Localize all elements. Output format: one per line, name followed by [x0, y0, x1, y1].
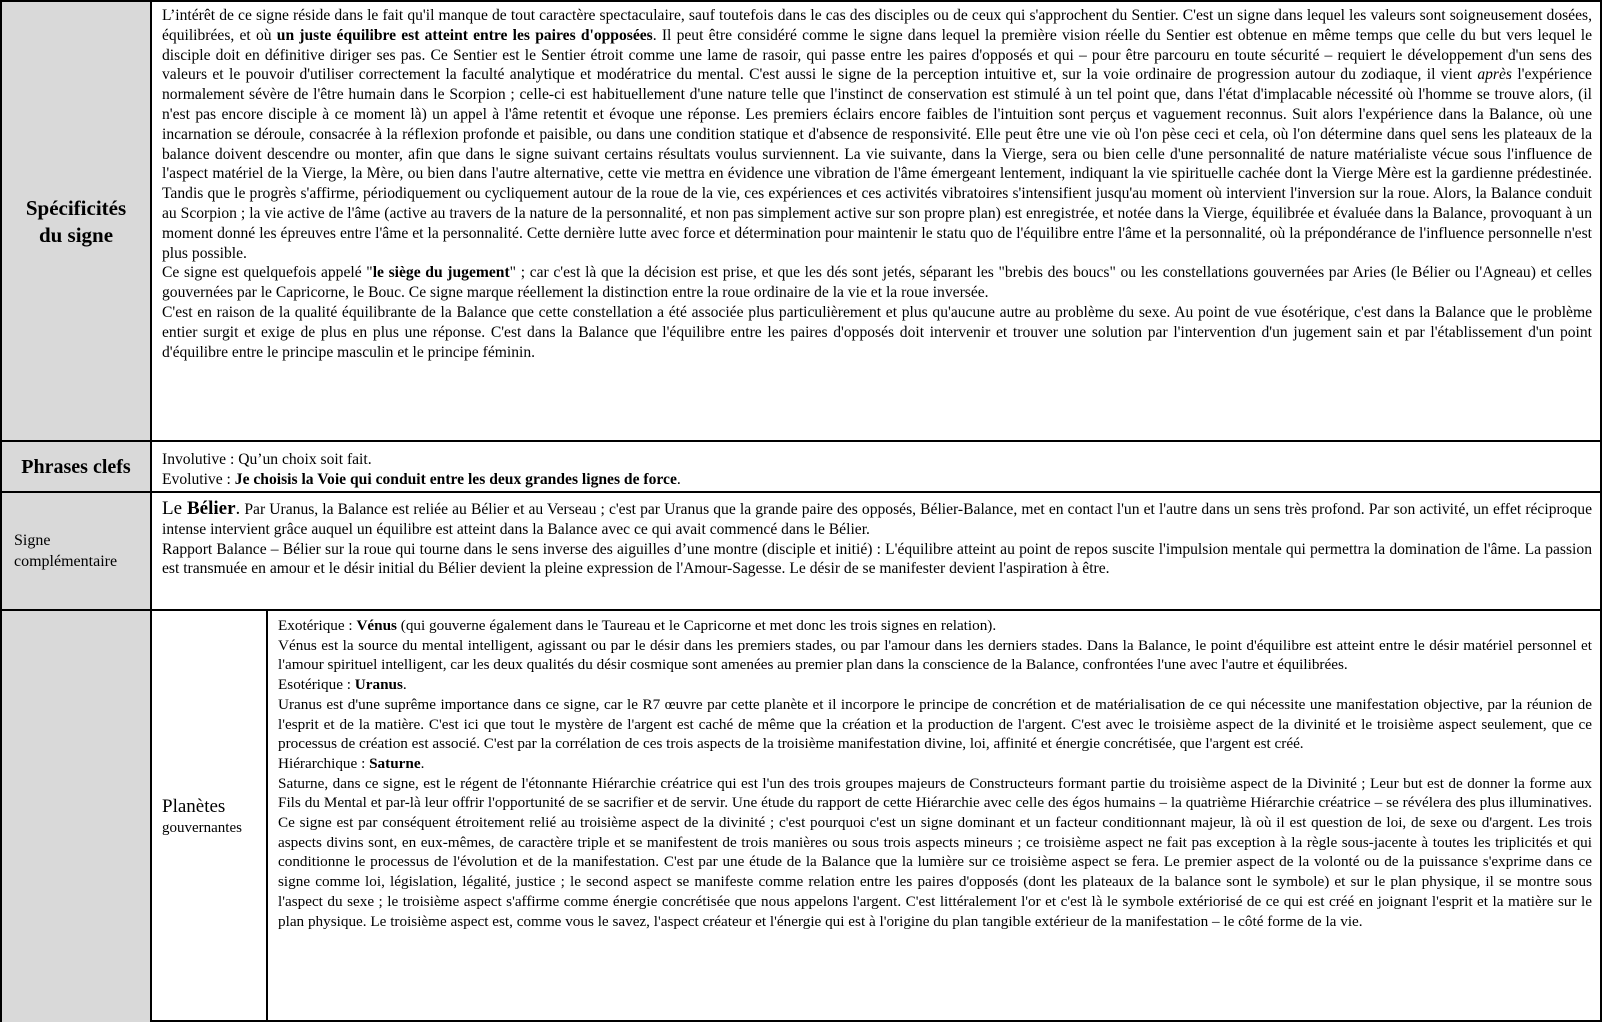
paragraph: Involutive : Qu’un choix soit fait. — [162, 451, 372, 468]
label-phrases-text: Phrases clefs — [21, 455, 131, 478]
label-planetes — [152, 611, 268, 1022]
label-planetes-text: Planètes — [162, 795, 226, 817]
planetes-content — [278, 616, 1592, 931]
paragraph: Rapport Balance – Bélier sur la roue qui tourne dans le sens inverse des aiguilles d’une montre (disciple et initié) : L'équilibre atteint au point de repos suscite l'impulsion mentale qui permettra la domination de l'âme. La passion est transmuée en amour et le désir initial du Bélier devient la pleine expression de l'Amour-Sagesse. Le désir de se manifester devient l'aspiration à être. — [162, 540, 1592, 578]
bold-text: le siège du jugement — [372, 264, 510, 282]
paragraph: Evolutive : Je choisis la Voie qui conduit entre les deux grandes lignes de force. — [162, 470, 681, 488]
label-planetes-subtext: gouvernantes — [162, 819, 242, 836]
paragraph: Le Bélier. Par Uranus, la Balance est reliée au Bélier et au Verseau ; c'est par Uranus que la grande paire des opposés, Bélier-Balance, met en contact l'un et l'autre dans un sens très profond. Par son activité, un effet réciproque intense intervient grâce auquel un équilibre est atteint dans la Balance avec ce qui avait commencé dans le Bélier. — [162, 498, 1592, 538]
paragraph: Uranus est d'une suprême importance dans ce signe, car le R7 œuvre par cette planète et il incorpore le principe de concrétion et de matérialisation de ce qui nécessite une manifestation objective, par la réunion de l'esprit et de la matière. C'est ici que tout le mystère de l'argent est caché de même que la création et la production de l'argent. C'est avec le troisième aspect de la divinité et le troisième aspect seulement, que ce processus de création est associé. C'est par la corrélation de ces trois aspects de la troisième manifestation divine, loi, affinité et énergie concrétisée, que l'argent est créé. — [278, 695, 1592, 753]
bold-text: Je choisis la Voie qui conduit entre les deux grandes lignes de force — [234, 470, 677, 488]
large-text: . — [235, 498, 241, 519]
complementaire-content — [162, 499, 1592, 579]
bold-text: Saturne — [369, 754, 421, 772]
paragraph: Esotérique : Uranus. — [278, 676, 407, 694]
label-planetes-left — [2, 611, 152, 1022]
label-specificites-text: Spécificités du signe — [25, 196, 127, 247]
italic-text: après — [1477, 66, 1512, 84]
paragraph: L’intérêt de ce signe réside dans le fait qu'il manque de tout caractère spectaculaire, sauf toutefois dans le cas des disciples ou de ceux qui s'approchent du Sentier. C'est un signe dans lequel les valeurs sont soigneusement dosées, équilibrées, et où un juste équilibre est atteint entre les paires d'opposées. Il peut être considéré comme le signe dans lequel la première vision réelle du Sentier est obtenue en même temps que celle du but vers lequel le disciple doit en définitive diriger ses pas. Ce Sentier est le Sentier étroit comme une lame de rasoir, qui passe entre les paires d'opposés et qui – pour être parcouru en toute sécurité – requiert le développement d'un sens des valeurs et le pouvoir d'utiliser correctement la faculté analytique et modératrice du mental. C'est aussi le signe de la perception intuitive et, sur la voie ordinaire de progression autour du zodiaque, il vient après l'expérience normalement sévère de l'être humain dans le Scorpion ; celle-ci est habituellement d'une nature telle que l'instinct de conservation est stimulé à un tel point que, dans l'état d'implacable nécessité où l'homme se trouve alors, (il n'est pas encore disciple à ce moment là) un appel à l'âme retentit et évoque une réponse. Les premiers éclairs encore faibles de l'intuition sont perçus et vaguement reconnus. Suit alors l'expérience dans la Balance, où une incarnation se déroule, consacrée à la réflexion profonde et paisible, ou dans une condition statique et d'absence de responsivité. Elle peut être une vie où l'on pèse ceci et cela, où l'on détermine dans quel sens les plateaux de la balance doivent descendre ou monter, afin que dans le signe suivant certains résultats voulus surviennent. La vie suivante, dans la Vierge, sera ou bien celle d'une personnalité de nature matérialiste vécue sous l'influence de l'aspect matériel de la Vierge, la Mère, ou bien dans l'autre alternative, cette vie mettra en évidence une vibration de l'âme émergeant lentement, indiquant la vie spirituelle cachée dont la Vierge Mère est la gardienne prédestinée. Tandis que le progrès s'affirme, périodiquement ou cycliquement autour de la roue de la vie, ces expériences et ces activités vibratoires s'intensifient jusqu'au moment où intervient l'inversion sur la roue. Alors, la Balance conduit au Scorpion ; la vie active de l'âme (active au travers de la nature de la personnalité, et non pas simplement active sur son propre plan) est enregistrée, et notée dans la Vierge, équilibrée et évaluée dans la Balance, provoquant à un moment donné les épreuves entre l'âme et la personnalité. Cette dernière lutte avec force et détermination pour maintenir le statu quo de l'équilibre entre l'âme et la personnalité, où la prépondérance de l'influence personnelle n'est plus possible. — [162, 7, 1592, 262]
label-complementaire — [2, 493, 152, 609]
specificites-content — [162, 6, 1592, 362]
paragraph: Vénus est la source du mental intelligent, agissant ou par le désir dans les premiers stades, ou par l'amour dans les derniers stades. Dans la Balance, le point d'équilibre est atteint entre le désir matériel personnel et l'amour spirituel intelligent, car les deux qualités du désir cosmique sont amenées au premier plan dans la conscience de la Balance, confrontées l'une avec l'autre et équilibrées. — [278, 636, 1592, 674]
phrases-content — [162, 450, 1592, 490]
label-phrases — [2, 442, 152, 492]
label-specificites — [2, 2, 152, 442]
large-bold-text: Bélier — [187, 498, 236, 519]
paragraph: Exotérique : Vénus (qui gouverne également dans le Taureau et le Capricorne et met donc les trois signes en relation). — [278, 617, 997, 634]
paragraph: Hiérarchique : Saturne. — [278, 754, 425, 772]
paragraph: C'est en raison de la qualité équilibrante de la Balance que cette constellation a été associée plus particulièrement et plus qu'aucune autre au problème du sexe. Au point de vue ésotérique, c'est dans la Balance que le problème entier surgit et exige de plus en plus une réponse. C'est dans la Balance que l'équilibre entre les paires d'opposés doit intervenir et trouver une solution par l'intervention d'un jugement sain et par l'établissement d'un point d'équilibre entre le principe masculin et le principe féminin. — [162, 303, 1592, 361]
paragraph: Saturne, dans ce signe, est le régent de l'étonnante Hiérarchie créatrice qui est l'un des trois groupes majeurs de Constructeurs formant partie du troisième aspect de la Divinité ; Leur but est de donner la forme aux Fils du Mental et par-là leur offrir l'opportunité de se sacrifier et de servir. Une étude du rapport de cette Hiérarchie avec celle des égos humains – la quatrième Hiérarchie créatrice – se révélera des plus illuminatives. Ce signe est par conséquent étroitement relié au troisième aspect de la divinité ; c'est pourquoi c'est un signe dominant et un facteur conditionnant majeur, là où il est question de loi, de sexe ou d'argent. Les trois aspects divins sont, en eux-mêmes, de caractère triple et se manifestent de trois manières ou sous trois aspects mineurs ; ce troisième aspect ne fait pas exception à la règle sous-jacente à toutes les triplicités et qui conditionne le processus de l'évolution et de la manifestation. C'est par une étude de la Balance que la lumière sur ce troisième aspect se fera. Le premier aspect de la volonté ou de la puissance s'exprime dans ce signe comme loi, législation, légalité, justice ; le second aspect se manifeste comme relation entre les paires d'opposés (dont les plateaux de la balance sont le symbole) et sur le plan physique, il se montre sous l'aspect du sexe ; le troisième aspect s'affirme comme énergie concrétisée que nous appelons l'argent. C'est littéralement l'or et c'est là le symbole extériorisé de ce qui est créé en joignant l'esprit et la matière sur le plan physique. Le troisième aspect est, comme vous le savez, l'aspect créateur et l'énergie qui est à l'origine du plan tangible extérieur de la manifestation – le côté forme de la vie. — [278, 774, 1592, 930]
bold-text: Vénus — [356, 617, 397, 634]
bold-text: un juste équilibre est atteint entre les paires d'opposées — [276, 26, 653, 44]
row-divider — [2, 491, 1602, 493]
label-complementaire-text: Signe complémentaire — [14, 532, 118, 570]
row-divider — [2, 440, 1602, 442]
paragraph: Ce signe est quelquefois appelé "le siège du jugement" ; car c'est là que la décision est prise, et que les dés sont jetés, séparant les "brebis des boucs" ou les constellations gouvernées par Aries (le Bélier ou l'Agneau) et celles gouvernées par le Capricorne, le Bouc. Ce signe marque réellement la distinction entre la roue ordinaire de la vie et la roue inversée. — [162, 264, 1592, 302]
large-text: Le — [162, 498, 187, 519]
bold-text: Uranus — [354, 676, 403, 694]
